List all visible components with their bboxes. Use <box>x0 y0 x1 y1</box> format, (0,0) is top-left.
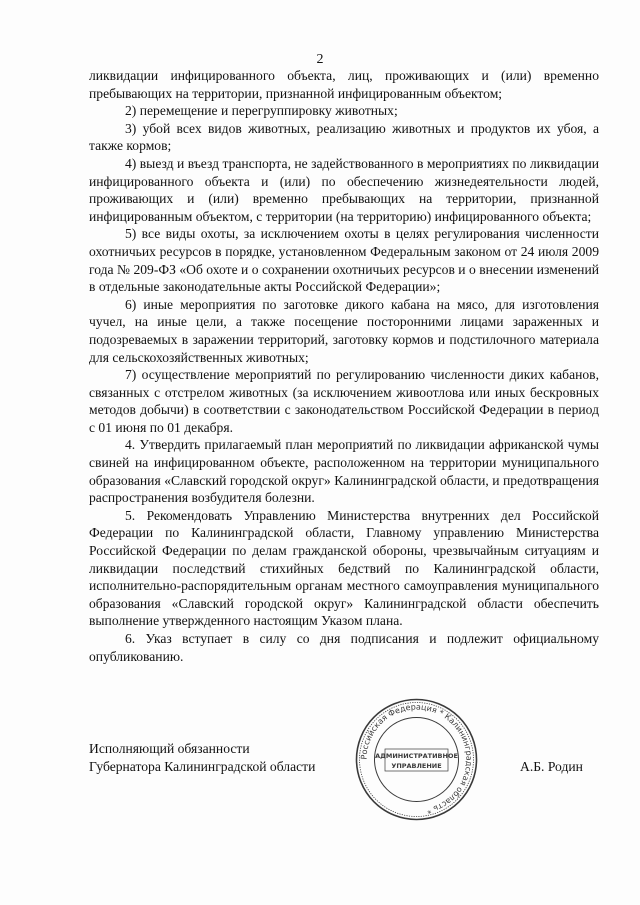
paragraph-item-3: 3) убой всех видов животных, реализацию животных и продуктов их убоя, а также кормов; <box>89 120 599 154</box>
seal-ring-text: Российская Федерация * Калининградская область * <box>359 702 474 816</box>
paragraph-point-5: 5. Рекомендовать Управлению Министерства внутренних дел Российской Федерации по Калининградской области, Главному управлению Министерства Российской Федерации по делам гражданской обороны, чрезвычайным ситуациям и ликвидации последствий стихийных бедствий по Калининградской области, исполнительно-распорядительным органам местного самоуправления муниципального образования «Славский городской округ» Калининградской области обеспечить выполнение утвержденного настоящим Указом плана. <box>89 507 599 629</box>
signatory-position-line-2: Губернатора Калининградской области <box>89 759 316 774</box>
paragraph-point-6: 6. Указ вступает в силу со дня подписания и подлежит официальному опубликованию. <box>89 631 599 664</box>
official-seal-stamp <box>354 697 479 822</box>
signatory-position-line-1: Исполняющий обязанности <box>89 741 250 756</box>
paragraph-point-4: 4. Утвердить прилагаемый план мероприятий по ликвидации африканской чумы свиней на инфицированном объекте, расположенном на территории муниципального образования «Славский городской округ» Калининградской области, и предотвращения распространения возбудителя болезни. <box>89 437 599 506</box>
paragraph-item-5: 5) все виды охоты, за исключением охоты в целях регулирования численности охотничьих ресурсов в порядке, установленном Федеральным законом от 24 июля 2009 года № 209-ФЗ «Об охоте и о сохранении охотничьих ресурсов и о внесении изменений в отдельные законодательные акты Российской Федерации»; <box>89 226 599 295</box>
page-number: 2 <box>316 52 324 67</box>
seal-center-line-1: АДМИНИСТРАТИВНОЕ <box>375 752 458 760</box>
signatory-position <box>89 740 315 776</box>
paragraph-item-2: 2) перемещение и перегруппировку животных; <box>125 103 398 119</box>
signatory-name: А.Б. Родин <box>520 759 583 774</box>
document-body <box>89 67 599 665</box>
paragraph-item-6: 6) иные мероприятия по заготовке дикого кабана на мясо, для изготовления чучел, на иные цели, а также посещение посторонними лицами зараженных и подозреваемых в заражении территорий, заготовку кормов и подстилочного материала для сельскохозяйственных животных; <box>89 296 599 365</box>
paragraph-item-7: 7) осуществление мероприятий по регулированию численности диких кабанов, связанных с отстрелом животных (за исключением живоотлова или иных бескровных методов добычи) в соответствии с законодательством Российской Федерации в период с 01 июня по 01 декабря. <box>89 367 599 435</box>
seal-center-line-2: УПРАВЛЕНИЕ <box>391 762 442 770</box>
paragraph-continuation: ликвидации инфицированного объекта, лиц, проживающих и (или) временно пребывающих на территории, признанной инфицированным объектом; <box>89 68 599 101</box>
paragraph-item-4: 4) выезд и въезд транспорта, не задействованного в мероприятиях по ликвидации инфицированного объекта и (или) по обеспечению жизнедеятельности людей, проживающих и (или) временно пребывающих на территории, признанной инфицированным объектом, с территории (на территорию) инфицированного объекта; <box>89 155 599 224</box>
